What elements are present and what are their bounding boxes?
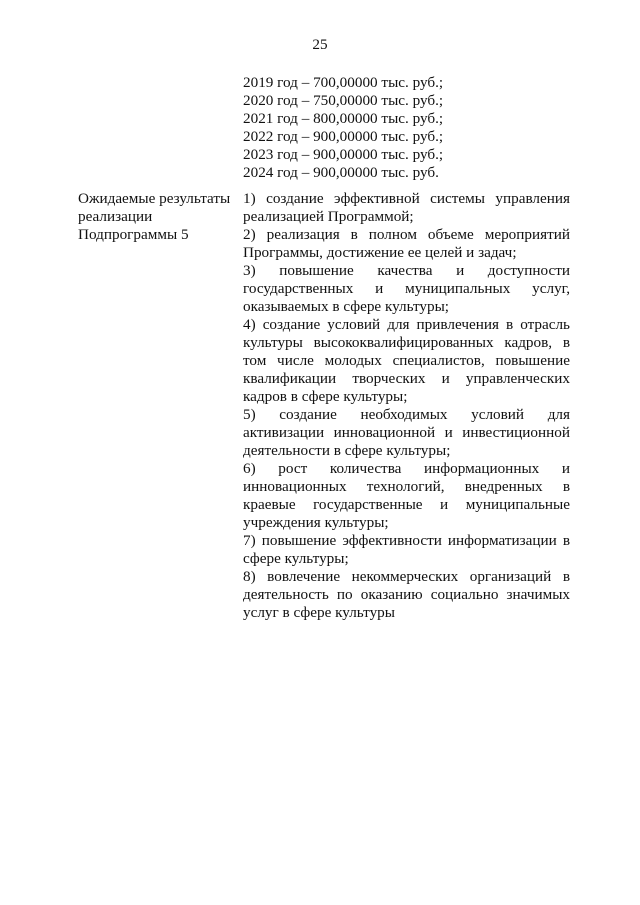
result-item: 5) создание необходимых условий для активизации инновационной и инвестиционной деятельности в сфере культуры; <box>243 406 570 459</box>
funding-line: 2023 год – 900,00000 тыс. руб.; <box>243 146 444 163</box>
label-line: реализации <box>78 208 153 225</box>
funding-line: 2021 год – 800,00000 тыс. руб.; <box>243 110 444 127</box>
funding-line: 2022 год – 900,00000 тыс. руб.; <box>243 128 444 145</box>
result-item: 6) рост количества информационных и инновационных технологий, внедренных в краевые государственные и муниципальные учреждения культуры; <box>243 460 570 531</box>
funding-line: 2024 год – 900,00000 тыс. руб. <box>243 164 439 181</box>
result-item: 2) реализация в полном объеме мероприятий Программы, достижение ее целей и задач; <box>243 226 570 261</box>
result-item: 4) создание условий для привлечения в отрасль культуры высококвалифицированных кадров, в том числе молодых специалистов, повышение квалификации творческих и управленческих кадров в сфере культуры; <box>243 316 570 405</box>
funding-by-year-list <box>243 74 573 182</box>
label-line: Подпрограммы 5 <box>78 226 189 243</box>
funding-line: 2019 год – 700,00000 тыс. руб.; <box>243 74 444 91</box>
result-item: 3) повышение качества и доступности государственных и муниципальных услуг, оказываемых в сфере культуры; <box>243 262 570 315</box>
funding-line: 2020 год – 750,00000 тыс. руб.; <box>243 92 444 109</box>
result-item: 8) вовлечение некоммерческих организаций в деятельность по оказанию социально значимых услуг в сфере культуры <box>243 568 570 621</box>
label-line: Ожидаемые результаты <box>78 190 231 207</box>
result-item: 1) создание эффективной системы управления реализацией Программой; <box>243 190 570 225</box>
expected-results-list <box>243 190 570 622</box>
result-item: 7) повышение эффективности информатизации в сфере культуры; <box>243 532 570 567</box>
expected-results-label <box>78 190 240 244</box>
page-number: 25 <box>312 36 328 53</box>
